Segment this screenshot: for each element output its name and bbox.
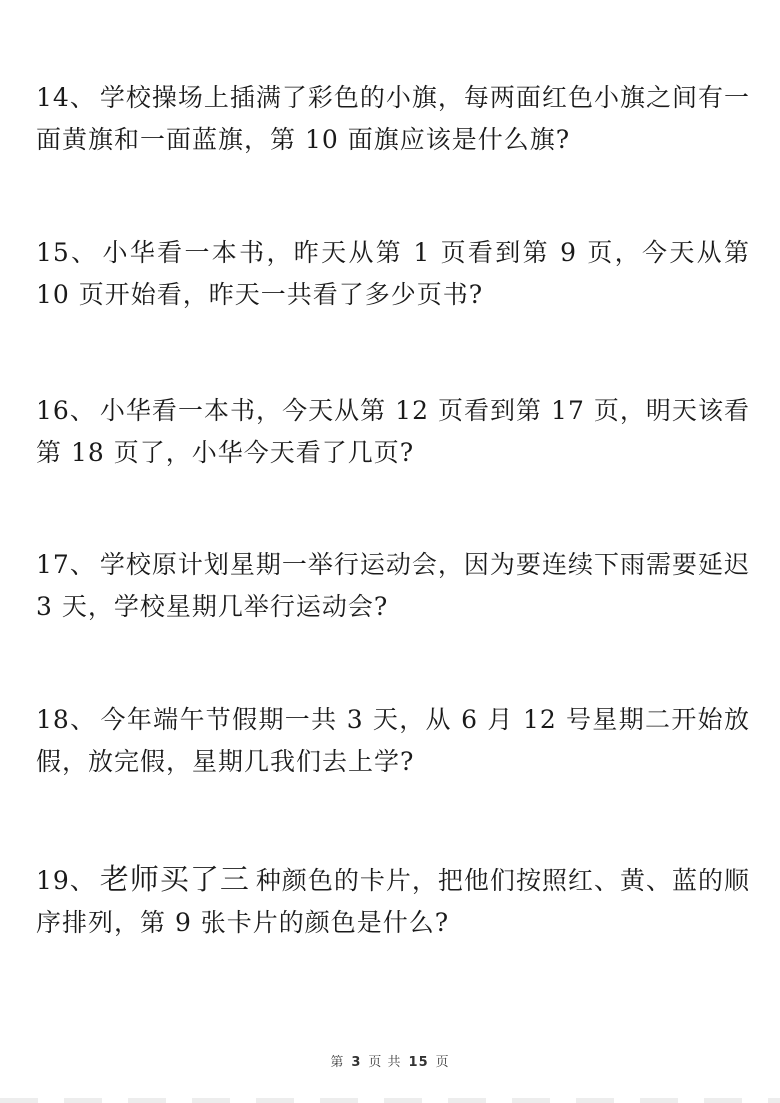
question-16-text: 小华看一本书，今天从第 12 页看到第 17 页，明天该看第 18 页了，小华今天看了几页? <box>36 396 750 467</box>
question-15-text: 小华看一本书，昨天从第 1 页看到第 9 页，今天从第 10 页开始看，昨天一共看了多少页书? <box>36 238 751 309</box>
question-19-number: 19、 <box>36 866 96 895</box>
question-19-text: 种颜色的卡片，把他们按照红、黄、蓝的顺序排列，第 9 张卡片的颜色是什么? <box>36 866 750 937</box>
question-17-number: 17、 <box>36 550 96 579</box>
page-footer <box>0 1051 780 1070</box>
question-14 <box>36 77 750 161</box>
question-16 <box>36 390 750 474</box>
question-14-number: 14、 <box>36 83 96 112</box>
question-17 <box>36 544 750 628</box>
question-14-text: 学校操场上插满了彩色的小旗，每两面红色小旗之间有一面黄旗和一面蓝旗，第 10 面旗应该是什么旗? <box>36 83 750 154</box>
footer-mid: 页 共 <box>368 1055 402 1070</box>
footer-total-pages: 15 <box>408 1055 429 1070</box>
question-15 <box>36 232 750 316</box>
footer-prefix: 第 <box>330 1055 345 1070</box>
question-19-lead-text: 老师买了三 <box>99 862 250 896</box>
footer-current-page: 3 <box>351 1055 362 1070</box>
next-page-text-edge <box>0 1098 780 1103</box>
question-15-number: 15、 <box>36 238 99 267</box>
question-18 <box>36 699 750 783</box>
question-17-text: 学校原计划星期一举行运动会，因为要连续下雨需要延迟 3 天，学校星期几举行运动会? <box>36 550 750 621</box>
question-19 <box>36 858 750 944</box>
footer-suffix: 页 <box>435 1055 450 1070</box>
question-16-number: 16、 <box>36 396 96 425</box>
question-18-text: 今年端午节假期一共 3 天，从 6 月 12 号星期二开始放假，放完假，星期几我们去上学? <box>36 705 751 776</box>
question-18-number: 18、 <box>36 705 97 734</box>
